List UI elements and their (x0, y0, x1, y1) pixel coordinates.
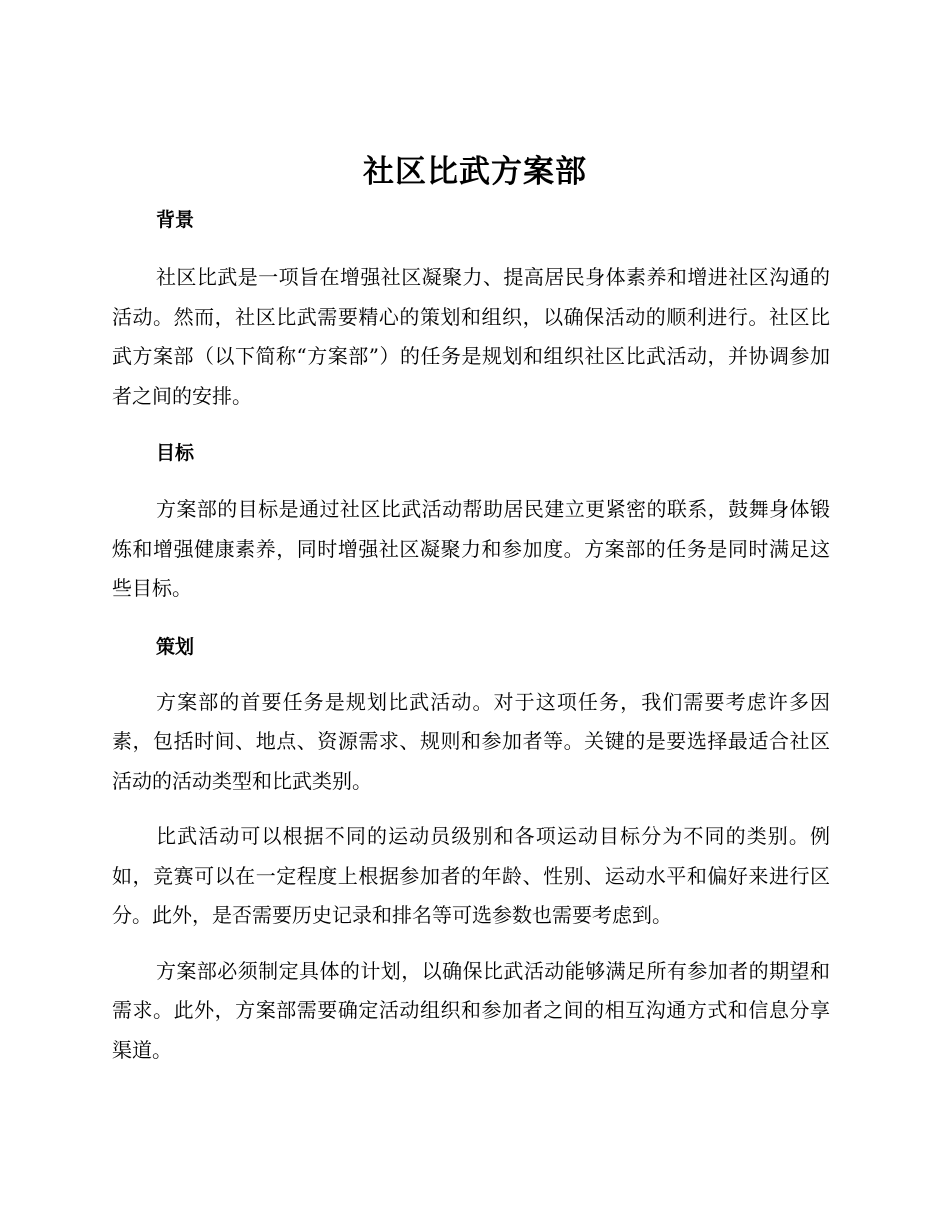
paragraph-planning-3: 方案部必须制定具体的计划，以确保比武活动能够满足所有参加者的期望和需求。此外，方案部需要确定活动组织和参加者之间的相互沟通方式和信息分享渠道。 (112, 958, 830, 1062)
document-title: 社区比武方案部 (363, 154, 587, 190)
paragraph-background: 社区比武是一项旨在增强社区凝聚力、提高居民身体素养和增进社区沟通的活动。然而，社区比武需要精心的策划和组织，以确保活动的顺利进行。社区比武方案部（以下简称“方案部”）的任务是规划和组织社区比武活动，并协调参加者之间的安排。 (112, 265, 830, 408)
paragraph-planning-2: 比武活动可以根据不同的运动员级别和各项运动目标分为不同的类别。例如，竞赛可以在一定程度上根据参加者的年龄、性别、运动水平和偏好来进行区分。此外，是否需要历史记录和排名等可选参数也需要考虑到。 (112, 824, 830, 927)
paragraph-planning-1: 方案部的首要任务是规划比武活动。对于这项任务，我们需要考虑许多因素，包括时间、地点、资源需求、规则和参加者等。关键的是要选择最适合社区活动的活动类型和比武类别。 (112, 689, 830, 793)
document-body (112, 200, 830, 1070)
paragraph-goals: 方案部的目标是通过社区比武活动帮助居民建立更紧密的联系，鼓舞身体锻炼和增强健康素养，同时增强社区凝聚力和参加度。方案部的任务是同时满足这些目标。 (112, 497, 830, 600)
section-heading-goals: 目标 (156, 442, 195, 464)
section-heading-planning: 策划 (156, 635, 195, 658)
section-heading-background: 背景 (156, 209, 195, 231)
